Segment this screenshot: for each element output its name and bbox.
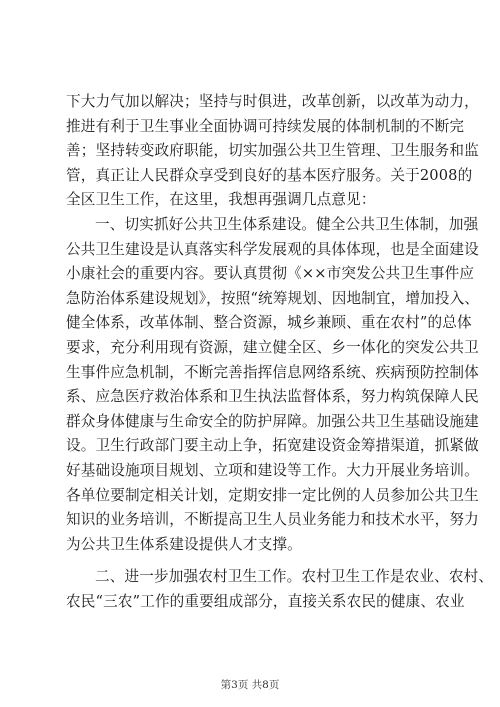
text-line: 二、进一步加强农村卫生工作。农村卫生工作是农业、农村、	[95, 568, 494, 586]
text-line: 健全体系，改革体制、整合资源，城乡兼顾、重在农村”的总体	[66, 314, 472, 332]
paragraph-spacing	[66, 557, 442, 565]
page-number-footer: 第3页 共8页	[220, 679, 280, 691]
text-line: 公共卫生建设是认真落实科学发展观的具体体现，也是全面建设	[66, 240, 479, 258]
text-line: 群众身体健康与生命安全的防护屏障。加强公共卫生基础设施建	[66, 412, 479, 430]
text-line: 生事件应急机制，不断完善指挥信息网络系统、疾病预防控制体	[66, 363, 479, 381]
text-line: 推进有利于卫生事业全面协调可持续发展的体制机制的不断完	[66, 117, 465, 135]
text-line: 要求，充分利用现有资源，建立健全区、乡一体化的突发公共卫	[66, 338, 479, 356]
text-line: 好基础设施项目规划、立项和建设等工作。大力开展业务培训。	[66, 461, 479, 479]
text-line: 全区卫生工作，在这里，我想再强调几点意见：	[66, 191, 376, 209]
text-line: 一、切实抓好公共卫生体系建设。健全公共卫生体制，加强	[95, 215, 479, 233]
text-line: 各单位要制定相关计划，定期安排一定比例的人员参加公共卫生	[66, 486, 479, 504]
text-line: 设。卫生行政部门要主动上争，拓宽建设资金筹措渠道，抓紧做	[66, 437, 479, 455]
text-line: 管，真正让人民群众享受到良好的基本医疗服务。关于2008的	[66, 166, 473, 184]
paragraph-continuation	[66, 90, 479, 213]
text-line: 农民“三农”工作的重要组成部分，直接关系农民的健康、农业	[66, 592, 465, 610]
paragraph-rural-health	[66, 565, 494, 614]
document-body	[66, 90, 494, 614]
text-line: 小康社会的重要内容。要认真贯彻《××市突发公共卫生事件应	[66, 265, 475, 283]
text-line: 知识的业务培训，不断提高卫生人员业务能力和技术水平，努力	[66, 511, 479, 529]
text-line: 善；坚持转变政府职能，切实加强公共卫生管理、卫生服务和监	[66, 142, 479, 160]
text-line: 为公共卫生体系建设提供人才支撑。	[66, 535, 302, 553]
text-line: 系、应急医疗救治体系和卫生执法监督体系，努力构筑保障人民	[66, 388, 479, 406]
text-line: 急防治体系建设规划》，按照“统筹规划、因地制宜，增加投入、	[66, 289, 480, 307]
text-line: 下大力气加以解决；坚持与时俱进，改革创新，以改革为动力，	[66, 93, 479, 110]
paragraph-public-health-system	[66, 213, 480, 557]
